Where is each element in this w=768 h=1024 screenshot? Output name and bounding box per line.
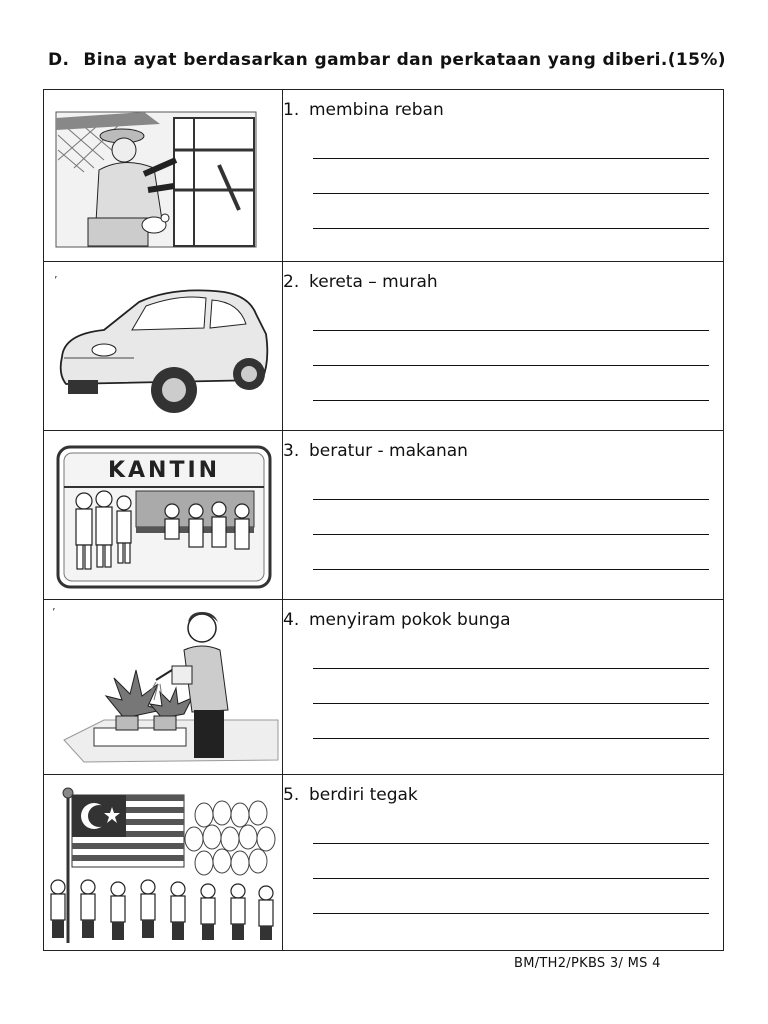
- picture-cell-2: [44, 262, 283, 431]
- text-cell-5: [283, 775, 724, 951]
- picture-cell-1: [44, 90, 283, 262]
- answer-line[interactable]: [313, 194, 709, 229]
- answer-line[interactable]: [313, 844, 709, 879]
- question-words: menyiram pokok bunga: [309, 610, 511, 630]
- question-words: kereta – murah: [309, 272, 438, 292]
- svg-text:’: ’: [52, 606, 56, 619]
- exercise-row-1: [44, 90, 724, 262]
- answer-line[interactable]: [313, 879, 709, 914]
- exercise-row-5: [44, 775, 724, 951]
- question-number: 4.: [283, 610, 300, 630]
- answer-line[interactable]: [313, 704, 709, 739]
- section-letter: D.: [48, 50, 70, 70]
- question-number: 5.: [283, 785, 300, 805]
- picture-cell-3: [44, 431, 283, 600]
- text-cell-1: [283, 90, 724, 262]
- text-cell-4: [283, 600, 724, 775]
- answer-line[interactable]: [313, 159, 709, 194]
- answer-line[interactable]: [313, 366, 709, 401]
- question-words: berdiri tegak: [309, 785, 418, 805]
- instruction-text: Bina ayat berdasarkan gambar dan perkataan yang diberi.(15%): [83, 50, 726, 70]
- car-picture: [44, 262, 282, 428]
- text-cell-2: [283, 262, 724, 431]
- question-words: beratur - makanan: [309, 441, 468, 461]
- question-3-label: [283, 441, 723, 461]
- canteen-queue-picture: [44, 431, 282, 597]
- question-5-label: [283, 785, 723, 805]
- worksheet-heading: [48, 50, 726, 70]
- exercise-row-2: [44, 262, 724, 431]
- answer-line[interactable]: [313, 292, 709, 331]
- answer-line[interactable]: [313, 805, 709, 844]
- exercise-row-3: [44, 431, 724, 600]
- answer-line[interactable]: [313, 120, 709, 159]
- answer-line[interactable]: [313, 535, 709, 570]
- question-number: 1.: [283, 100, 300, 120]
- students-flag-assembly-picture: [44, 775, 282, 947]
- question-1-label: [283, 100, 723, 120]
- text-cell-3: [283, 431, 724, 600]
- question-4-label: [283, 610, 723, 630]
- question-number: 3.: [283, 441, 300, 461]
- question-number: 2.: [283, 272, 300, 292]
- man-building-coop-picture: [44, 90, 282, 260]
- question-words: membina reban: [309, 100, 444, 120]
- page-footer-code: BM/TH2/PKBS 3/ MS 4: [514, 956, 661, 971]
- answer-line[interactable]: [313, 331, 709, 366]
- answer-line[interactable]: [313, 461, 709, 500]
- canteen-sign-text: KANTIN: [107, 458, 221, 483]
- answer-line[interactable]: [313, 669, 709, 704]
- question-2-label: [283, 272, 723, 292]
- exercise-row-4: [44, 600, 724, 775]
- picture-cell-4: [44, 600, 283, 775]
- svg-text:’: ’: [54, 274, 58, 287]
- answer-line[interactable]: [313, 500, 709, 535]
- picture-cell-5: [44, 775, 283, 951]
- exercise-table: [43, 89, 724, 951]
- answer-line[interactable]: [313, 630, 709, 669]
- woman-watering-plants-picture: [44, 600, 282, 772]
